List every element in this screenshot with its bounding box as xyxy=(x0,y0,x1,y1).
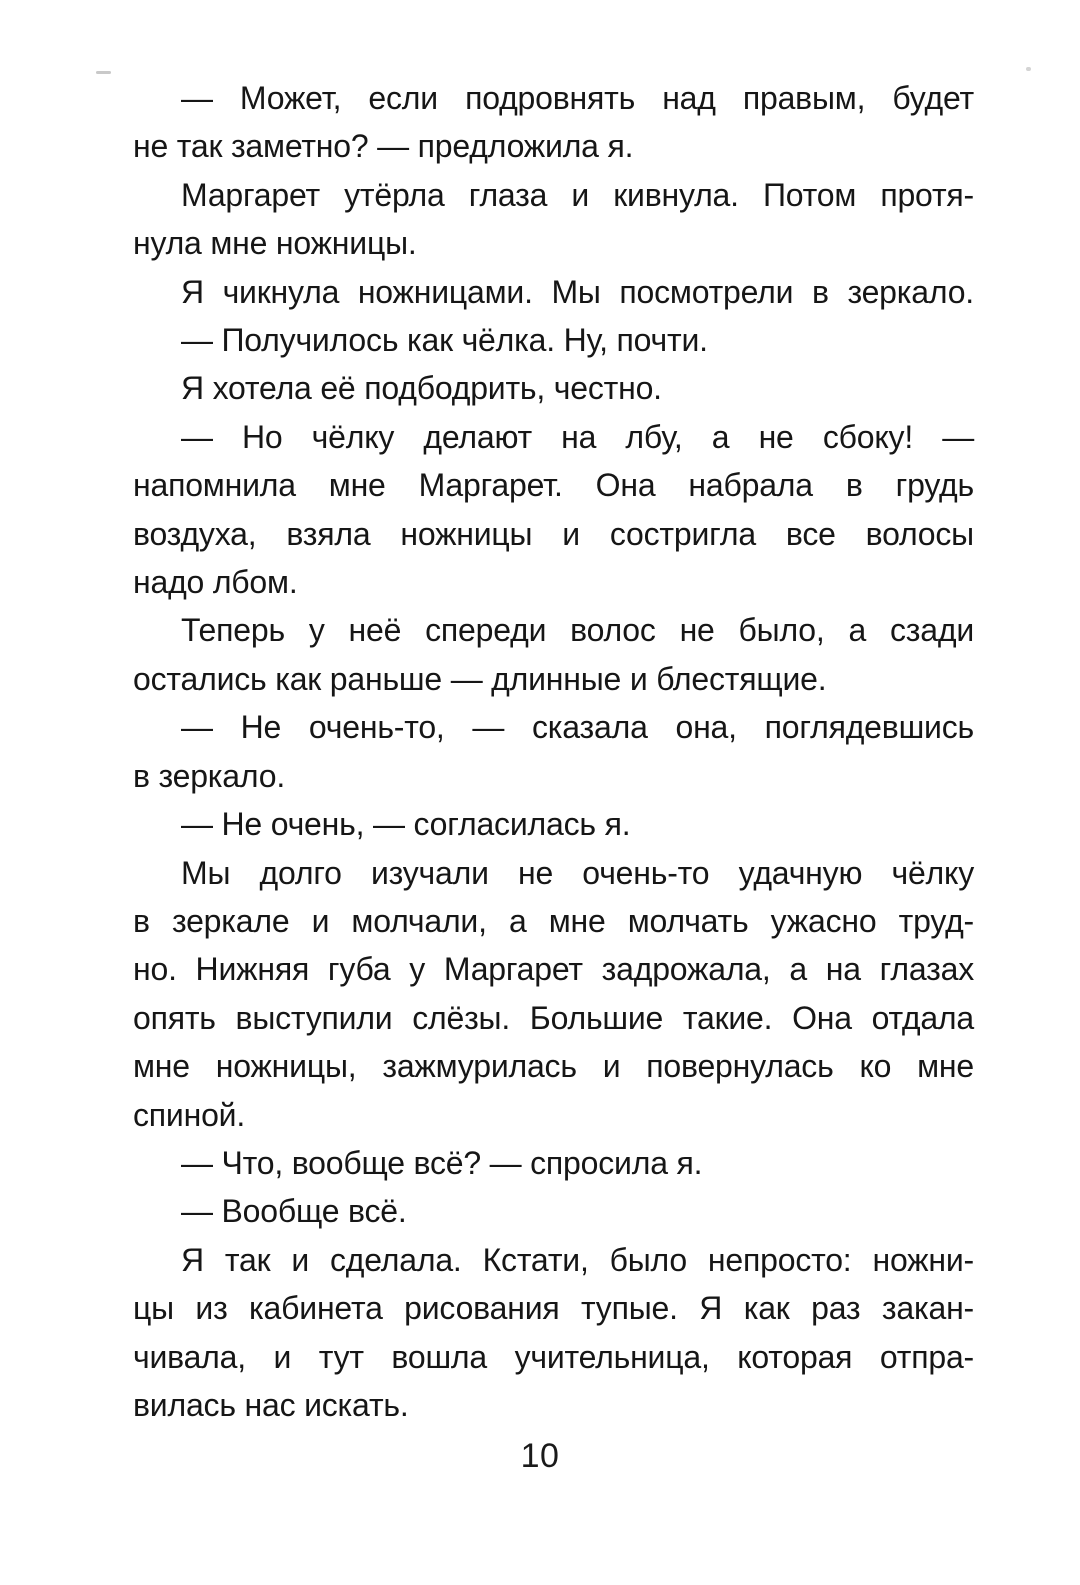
text-line: — Что, вообще всё? — спросила я. xyxy=(181,1144,703,1181)
text-line: спиной. xyxy=(133,1096,246,1133)
text-line: не так заметно? — предложила я. xyxy=(133,128,634,165)
text-line: Мы долго изучали не очень-то удачную чёлку xyxy=(181,854,974,891)
text-line: — Не очень-то, — сказала она, поглядевшись xyxy=(181,709,974,746)
text-line: Маргарет утёрла глаза и кивнула. Потом протя- xyxy=(181,176,974,213)
text-line: Я так и сделала. Кстати, было непросто: ножни- xyxy=(181,1241,974,1278)
text-line: надо лбом. xyxy=(133,564,298,601)
text-line: в зеркале и молчали, а мне молчать ужасно труд- xyxy=(133,902,974,939)
text-line: мне ножницы, зажмурилась и повернулась ко мне xyxy=(133,1048,974,1085)
text-line: Я чикнула ножницами. Мы посмотрели в зеркало. xyxy=(181,273,974,310)
text-line: нула мне ножницы. xyxy=(133,225,417,262)
text-line: вилась нас искать. xyxy=(133,1386,409,1423)
text-block xyxy=(133,74,974,1429)
text-line: Я хотела её подбодрить, честно. xyxy=(181,370,662,407)
text-line: но. Нижняя губа у Маргарет задрожала, а на глазах xyxy=(133,951,974,988)
text-line: — Не очень, — согласилась я. xyxy=(181,806,631,843)
scan-speck-dot xyxy=(1026,67,1031,71)
text-line: чивала, и тут вошла учительница, которая отпра- xyxy=(133,1338,974,1375)
scan-speck-dash xyxy=(96,71,111,74)
page-number: 10 xyxy=(520,1437,560,1475)
text-line: Теперь у неё спереди волос не было, а сзади xyxy=(181,612,974,649)
text-line: остались как раньше — длинные и блестящие. xyxy=(133,660,827,697)
text-line: воздуха, взяла ножницы и состригла все волосы xyxy=(133,515,974,552)
text-line: цы из кабинета рисования тупые. Я как раз закан- xyxy=(133,1290,974,1327)
text-line: опять выступили слёзы. Большие такие. Она отдала xyxy=(133,999,974,1036)
text-line: — Но чёлку делают на лбу, а не сбоку! — xyxy=(181,418,974,455)
text-line: — Вообще всё. xyxy=(181,1193,407,1230)
text-line: напомнила мне Маргарет. Она набрала в грудь xyxy=(133,467,974,504)
text-line: — Получилось как чёлка. Ну, почти. xyxy=(181,322,708,359)
text-line: в зеркало. xyxy=(133,757,286,794)
text-line: — Может, если подровнять над правым, будет xyxy=(181,80,974,116)
